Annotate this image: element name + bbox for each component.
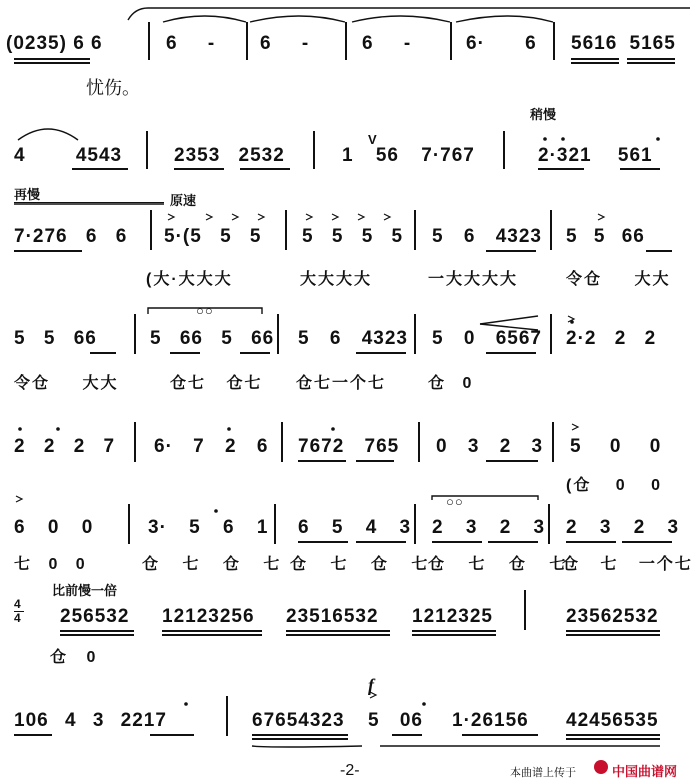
row1-measure3: 6 - — [260, 33, 310, 54]
underline — [174, 168, 224, 170]
row2-measure3: 1 56 7·767 — [342, 145, 475, 166]
row2-measure1: 4 4543 — [14, 145, 123, 166]
underline — [412, 630, 496, 632]
underline — [298, 541, 348, 543]
row3-measure1: 7·276 6 6 — [14, 226, 128, 247]
barline — [414, 504, 416, 544]
slur — [252, 746, 362, 747]
percussion-text: 仓七一个七 — [296, 375, 387, 392]
percussion-text: 仓 0 — [50, 649, 98, 666]
slur — [456, 16, 553, 22]
row5-measure2: 6· 7 2 6 — [154, 436, 269, 457]
underline — [240, 352, 270, 354]
tempo-mark-half: 比前慢一倍 — [52, 583, 118, 598]
barline — [418, 422, 420, 462]
percussion-text: 仓七 仓七 — [170, 375, 263, 392]
percussion-text: 大大大大 — [300, 271, 373, 288]
row4-measure5: 2·2 2 2 — [566, 328, 657, 349]
underline — [72, 168, 128, 170]
tempo-mark-slower: 再慢 — [14, 187, 41, 202]
percussion-text: 仓 0 — [428, 375, 474, 392]
underline — [486, 352, 536, 354]
underline — [14, 62, 90, 64]
breath-mark: V — [368, 132, 377, 147]
row8-phrase3: 1·26156 — [452, 710, 529, 731]
underline — [646, 250, 672, 252]
percussion-text: 一大大大大 — [428, 271, 519, 288]
percussion-text: 仓 七 仓 七 — [290, 556, 430, 573]
percussion-text: (大·大大大 — [146, 271, 233, 288]
time-signature-bottom: 4 — [14, 611, 21, 625]
underline — [240, 168, 290, 170]
dynamic-forte: f — [368, 675, 374, 695]
row5-measure3: 7672 765 — [298, 436, 400, 457]
barline — [281, 422, 283, 462]
percussion-text: 仓 七 仓 七 — [142, 556, 282, 573]
underline — [627, 58, 675, 60]
barline — [134, 314, 136, 354]
underline — [60, 634, 134, 636]
slur — [18, 129, 78, 140]
row5-measure5: 5 0 0 — [570, 436, 662, 457]
slur — [163, 16, 246, 22]
barline — [246, 22, 248, 60]
barline — [503, 131, 505, 169]
barline — [128, 504, 130, 544]
barline — [148, 22, 150, 60]
lyric-text: 忧伤。 — [86, 78, 140, 98]
underline — [162, 630, 262, 632]
underline — [566, 738, 660, 740]
tempo-mark: 稍慢 — [530, 107, 557, 122]
site-name: 中国曲谱网 — [612, 764, 678, 779]
row1-measure5: 6· 6 — [466, 33, 537, 54]
row3-measure2: 5·(5 5 5 — [164, 226, 262, 247]
site-logo-icon — [594, 760, 608, 774]
row7-phrase3: 23516532 — [286, 606, 379, 627]
barline — [146, 131, 148, 169]
underline — [486, 460, 538, 462]
row4-measure3: 5 6 4323 — [298, 328, 408, 349]
slur-tie — [128, 8, 690, 20]
row7-phrase1: 256532 — [60, 606, 130, 627]
underline — [14, 58, 90, 60]
slur — [250, 16, 345, 22]
barline — [414, 210, 416, 250]
row8-phrase2: 5 06 — [368, 710, 423, 731]
barline — [313, 131, 315, 169]
underline — [150, 734, 194, 736]
row4-measure2: 5 66 5 66 — [150, 328, 275, 349]
underline — [170, 352, 200, 354]
tempo-extension-line — [14, 202, 164, 203]
row6-measure4: 2 3 2 3 — [432, 517, 546, 538]
row5-measure4: 0 3 2 3 — [436, 436, 544, 457]
underline — [356, 352, 406, 354]
row2-measure2: 2353 2532 — [174, 145, 285, 166]
row7-phrase2: 12123256 — [162, 606, 255, 627]
row6-measure5: 2 3 2 3 — [566, 517, 680, 538]
underline — [571, 62, 619, 64]
percussion-text: 令仓 大大 — [566, 271, 671, 288]
barline — [553, 22, 555, 60]
row6-measure1: 6 0 0 — [14, 517, 94, 538]
percussion-text: 令仓 大大 — [14, 375, 119, 392]
triplet-mark: ○○ — [196, 303, 214, 318]
underline — [90, 352, 116, 354]
underline — [486, 250, 536, 252]
row6-measure3: 6 5 4 3 — [298, 517, 412, 538]
underline — [462, 734, 538, 736]
underline — [162, 634, 262, 636]
percussion-text: 仓 七 仓 七 — [428, 556, 568, 573]
page-number: -2- — [340, 762, 360, 779]
barline — [226, 696, 228, 736]
barline — [345, 22, 347, 60]
underline — [488, 541, 538, 543]
row4-measure1: 5 5 66 — [14, 328, 97, 349]
underline — [566, 734, 660, 736]
underline — [252, 738, 348, 740]
underline — [566, 541, 616, 543]
underline — [566, 634, 660, 636]
row7-phrase4: 1212325 — [412, 606, 493, 627]
row6-measure2: 3· 5 6 1 — [148, 517, 269, 538]
underline — [14, 734, 52, 736]
row3-measure4: 5 6 4323 — [432, 226, 542, 247]
barline — [548, 504, 550, 544]
percussion-text: (仓 0 0 — [566, 477, 663, 494]
barline — [450, 22, 452, 60]
underline — [620, 168, 660, 170]
row4-measure4: 5 0 6567 — [432, 328, 542, 349]
underline — [286, 630, 390, 632]
upload-text: 本曲谱上传于 — [510, 767, 576, 779]
underline — [392, 734, 422, 736]
underline — [356, 541, 406, 543]
underline — [412, 634, 496, 636]
underline — [566, 630, 660, 632]
row1-measure6: 5616 5165 — [571, 33, 676, 54]
row1-intro: (0235) 6 6 — [6, 33, 103, 54]
barline — [134, 422, 136, 462]
row3-measure3: 5 5 5 5 — [302, 226, 404, 247]
underline — [60, 630, 134, 632]
underline — [538, 168, 584, 170]
underline — [432, 541, 482, 543]
crescendo — [480, 316, 538, 324]
underline — [14, 250, 82, 252]
row8-phrase4: 42456535 — [566, 710, 659, 731]
barline — [524, 590, 526, 630]
underline — [622, 541, 672, 543]
triplet-mark: ○○ — [446, 494, 464, 509]
underline — [252, 734, 348, 736]
barline — [150, 210, 152, 250]
row2-measure4: 2·321 561 — [538, 145, 653, 166]
underline — [298, 460, 346, 462]
slur — [352, 16, 450, 22]
barline — [277, 314, 279, 354]
underline — [571, 58, 619, 60]
row1-measure2: 6 - — [166, 33, 216, 54]
row8-phrase1: 67654323 — [252, 710, 345, 731]
row8-measure1: 106 4 3 2217 — [14, 710, 167, 731]
barline — [552, 422, 554, 462]
row5-measure1: 2 2 2 7 — [14, 436, 116, 457]
barline — [414, 314, 416, 354]
tempo-mark-original: 原速 — [170, 193, 197, 208]
barline — [274, 504, 276, 544]
underline — [627, 62, 675, 64]
row7-phrase5: 23562532 — [566, 606, 659, 627]
barline — [550, 314, 552, 354]
underline — [356, 460, 394, 462]
percussion-text: 七 0 0 — [14, 556, 87, 573]
time-signature-top: 4 — [14, 597, 21, 611]
row1-measure4: 6 - — [362, 33, 412, 54]
underline — [286, 634, 390, 636]
barline — [550, 210, 552, 250]
row3-measure5: 5 5 66 — [566, 226, 645, 247]
barline — [285, 210, 287, 250]
percussion-text: 仓 七 一个七 — [562, 556, 693, 573]
